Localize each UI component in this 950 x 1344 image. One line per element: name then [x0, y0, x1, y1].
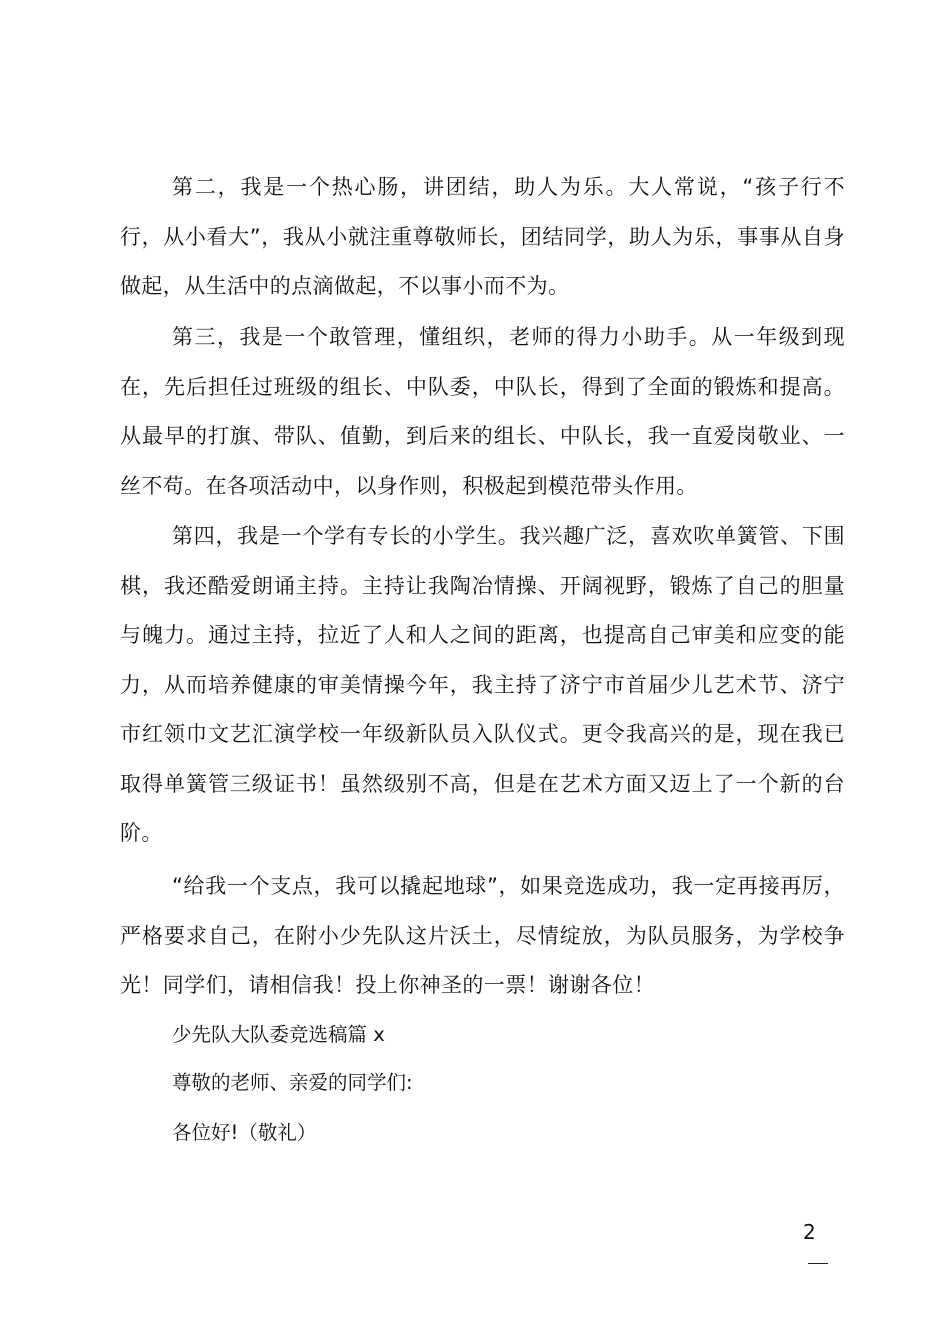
paragraph-second-point: 第二，我是一个热心肠，讲团结，助人为乐。大人常说，“孩子行不行，从小看大”，我从小就注重尊敬师长，团结同学，助人为乐，事事从自身做起，从生活中的点滴做起，不以事小而不为。 — [120, 175, 845, 298]
page-number: 2 — [803, 1220, 816, 1244]
page-number-rule — [808, 1263, 828, 1264]
paragraph-closing: “给我一个支点，我可以撬起地球”，如果竞选成功，我一定再接再厉，严格要求自己，在附小少先队这片沃土，尽情绽放，为队员服务，为学校争光！同学们，请相信我！投上你神圣的一票！谢谢各位！ — [120, 874, 845, 997]
section-title: 少先队大队委竞选稿篇 x — [172, 1023, 385, 1046]
salutation: 尊敬的老师、亲爱的同学们: — [172, 1071, 413, 1094]
greeting: 各位好!（敬礼） — [172, 1121, 317, 1144]
paragraph-third-point: 第三，我是一个敢管理，懂组织，老师的得力小助手。从一年级到现在，先后担任过班级的组长、中队委，中队长，得到了全面的锻炼和提高。从最早的打旗、带队、值勤，到后来的组长、中队长，我一直爱岗敬业、一丝不苟。在各项活动中，以身作则，积极起到模范带头作用。 — [120, 325, 845, 498]
paragraph-fourth-point: 第四，我是一个学有专长的小学生。我兴趣广泛，喜欢吹单簧管、下围棋，我还酷爱朗诵主持。主持让我陶冶情操、开阔视野，锻炼了自己的胆量与魄力。通过主持，拉近了人和人之间的距离，也提高自己审美和应变的能力，从而培养健康的审美情操今年，我主持了济宁市首届少儿艺术节、济宁市红领巾文艺汇演学校一年级新队员入队仪式。更令我高兴的是，现在我已取得单簧管三级证书！虽然级别不高，但是在艺术方面又迈上了一个新的台阶。 — [120, 524, 845, 845]
